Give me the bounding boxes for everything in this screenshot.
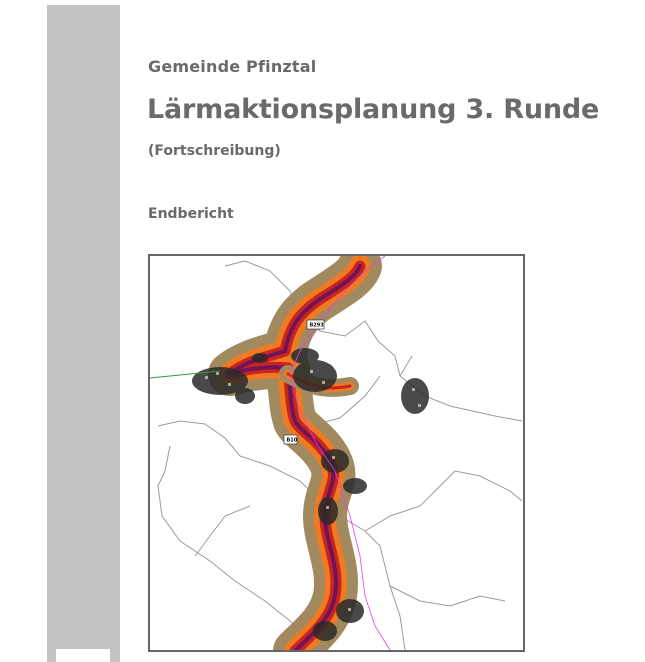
svg-text:B10: B10 [286, 437, 298, 444]
side-bar [47, 5, 120, 662]
noise-map-figure [148, 254, 525, 652]
noise-map [150, 256, 523, 650]
road-label-b293 [307, 320, 324, 329]
page-title: Lärmaktionsplanung 3. Runde [147, 94, 600, 125]
svg-text:B293: B293 [309, 322, 324, 329]
side-bar-notch [56, 649, 110, 662]
municipality-name: Gemeinde Pfinztal [148, 57, 317, 76]
page-subtitle: (Fortschreibung) [148, 143, 281, 159]
road-label-b10 [284, 435, 298, 444]
document-type: Endbericht [148, 206, 234, 222]
